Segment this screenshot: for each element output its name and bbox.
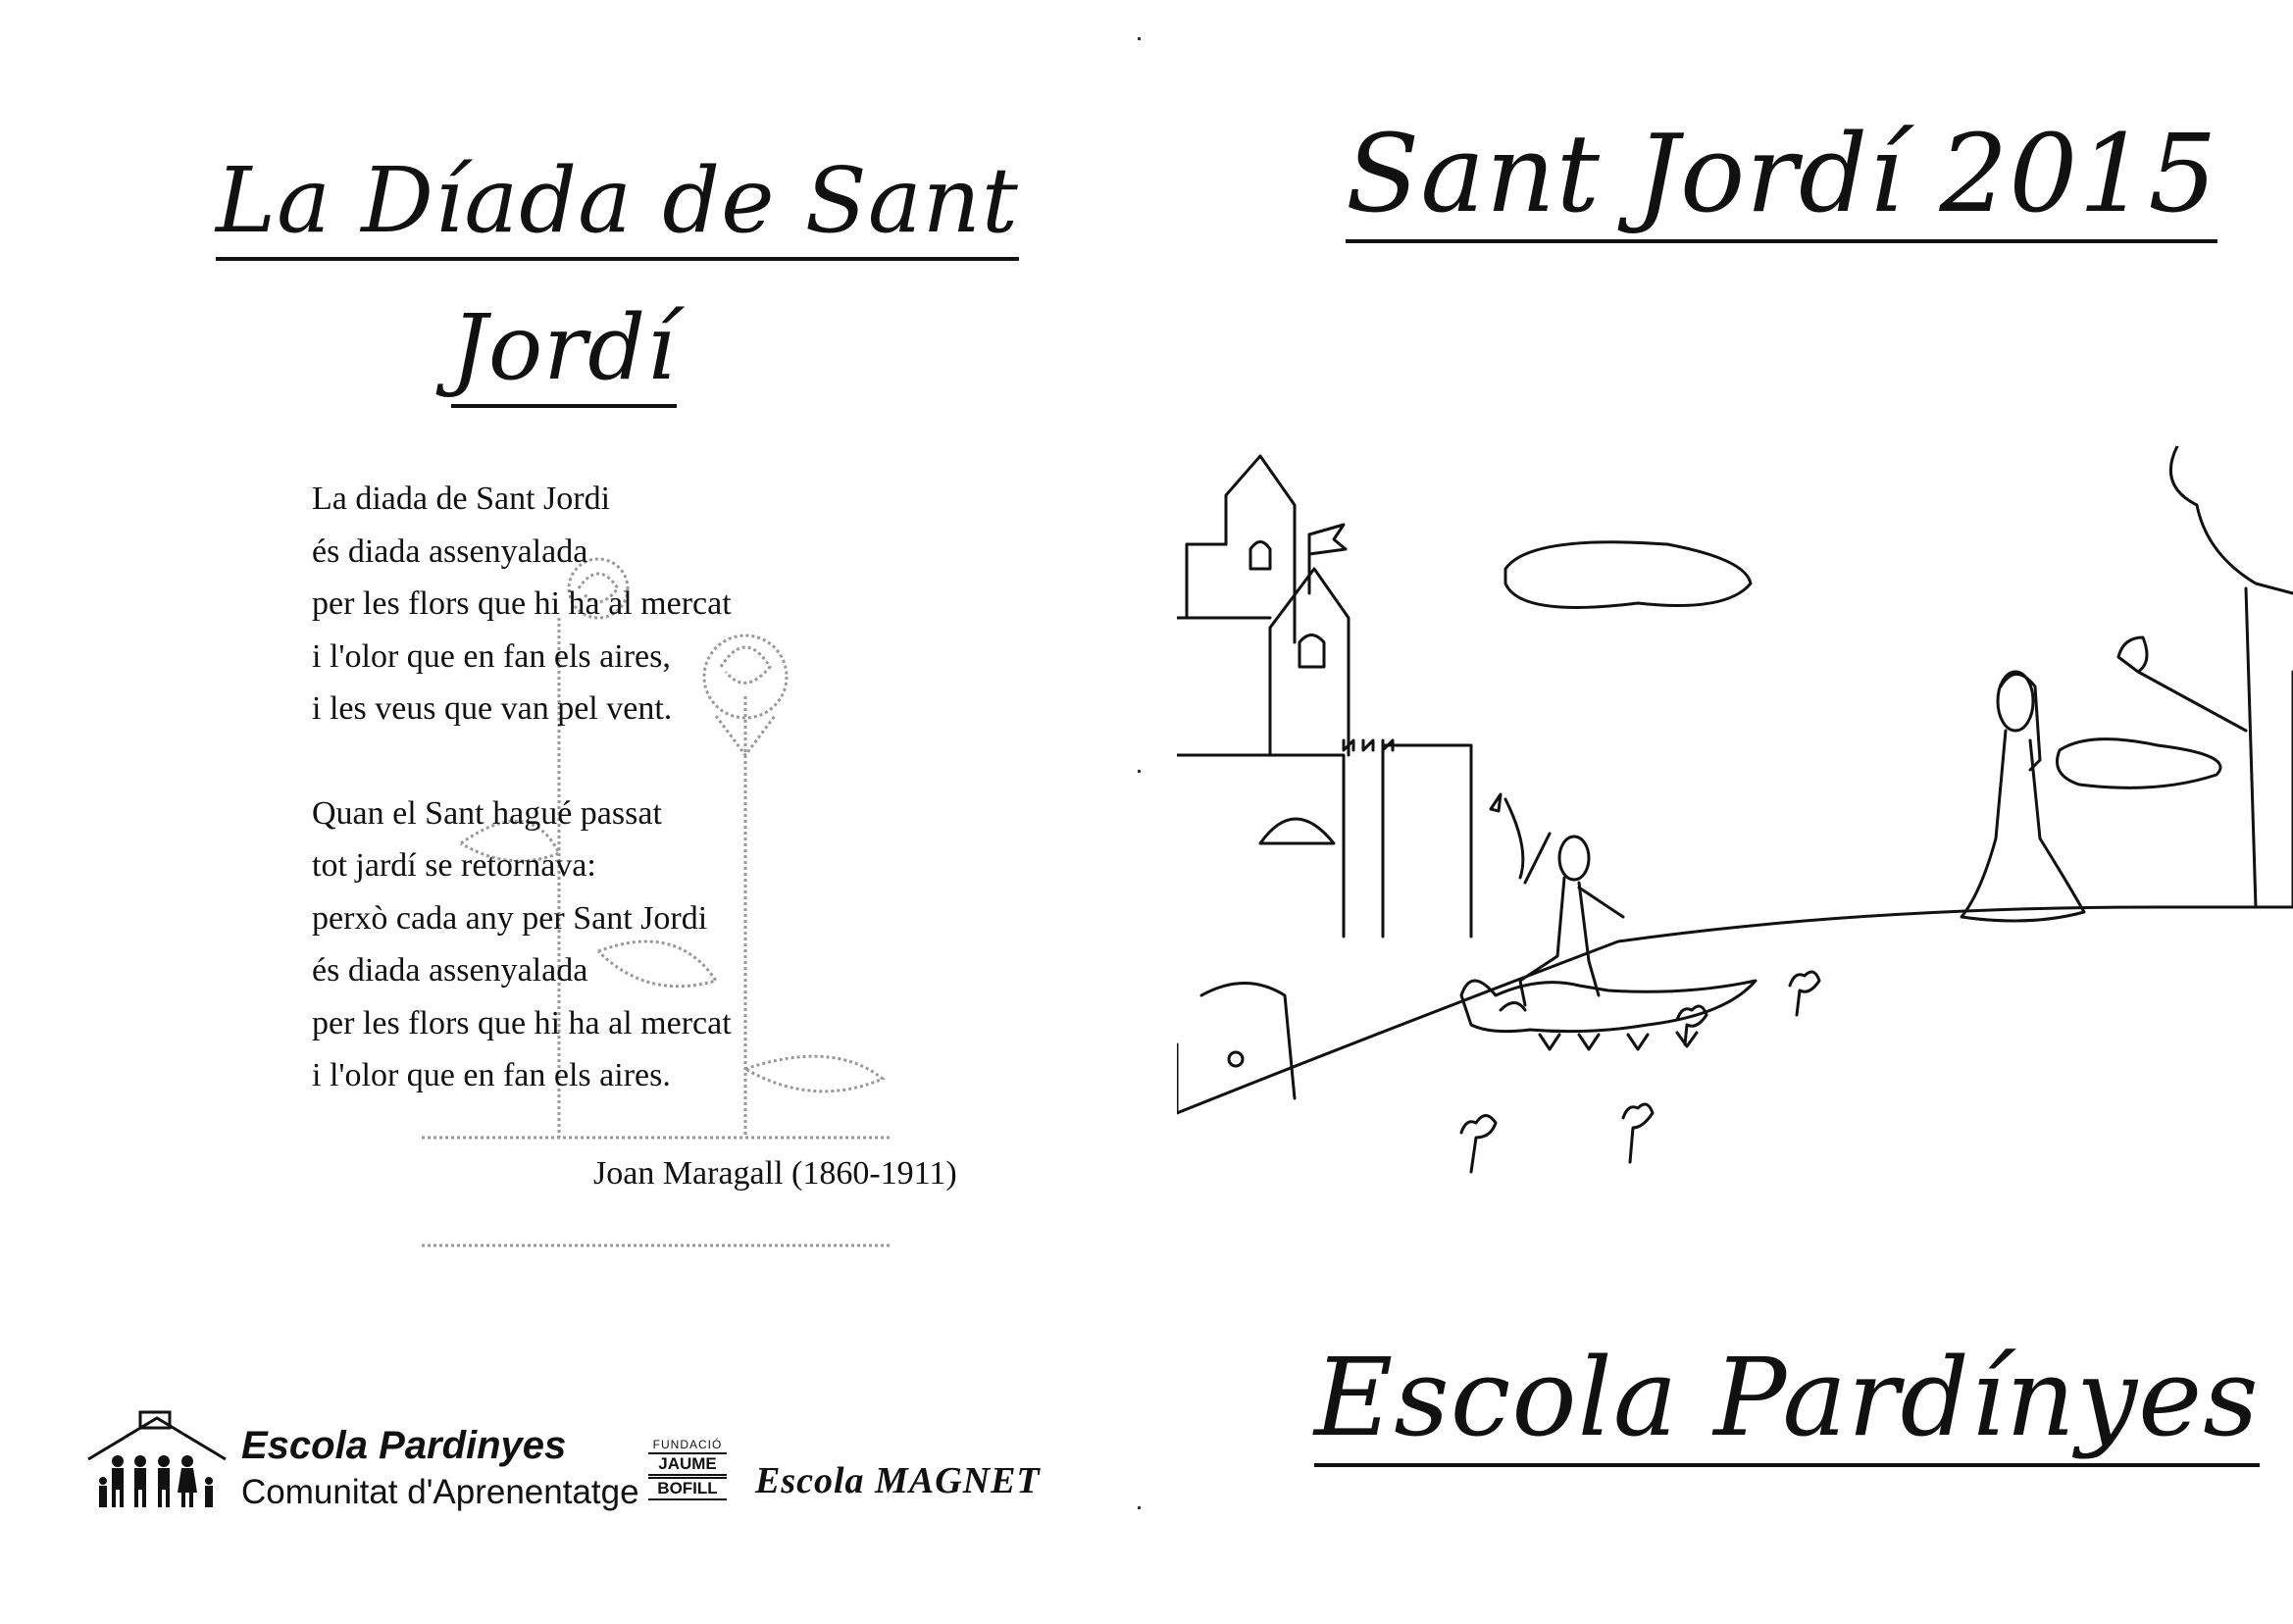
foundation-label: FUNDACIÓ — [652, 1438, 723, 1451]
poem-title-line-2 — [451, 294, 677, 408]
poem-line: Quan el Sant hagué passat — [312, 794, 662, 832]
poem-line: i les veus que van pel vent. — [312, 690, 673, 727]
poem-line: i l'olor que en fan els aires. — [312, 1057, 671, 1093]
poem-text — [312, 473, 732, 1102]
foundation-name-1: JAUME — [648, 1452, 727, 1476]
fold-mark — [1138, 770, 1141, 773]
school-logo-subtitle: Comunitat d'Aprenentatge — [241, 1473, 639, 1511]
poem-line: tot jardí se retornava: — [312, 847, 596, 884]
poem-line: i l'olor que en fan els aires, — [312, 637, 671, 675]
fold-mark — [1138, 1506, 1141, 1509]
fold-mark — [1138, 37, 1141, 40]
school-logo-name: Escola Pardinyes — [241, 1424, 567, 1467]
foundation-name-2: BOFILL — [648, 1477, 727, 1500]
right-page — [1138, 0, 2293, 1624]
poem-line: perxò cada any per Sant Jordi — [312, 899, 708, 937]
school-house-logo-icon — [83, 1410, 230, 1510]
poem-line: és diada assenyalada — [312, 533, 588, 570]
castle-knight-dragon-drawing — [1177, 446, 2293, 1211]
poem-line: La diada de Sant Jordi — [312, 481, 611, 517]
magnet-label: Escola MAGNET — [755, 1460, 1041, 1501]
cover-school-text: Escola Pardínyes — [1314, 1334, 2260, 1467]
poem-title-text-2: Jordí — [451, 294, 677, 408]
cover-title — [1346, 110, 2217, 243]
foundation-logo — [642, 1438, 733, 1532]
poem-title-line-1 — [216, 147, 1019, 261]
poem-title-text-1: La Díada de Sant — [216, 147, 1019, 261]
left-page — [0, 0, 1138, 1624]
poem-line: per les flors que hi ha al mercat — [312, 1004, 732, 1041]
cover-title-text: Sant Jordí 2015 — [1346, 110, 2217, 243]
cover-school-name — [1314, 1334, 2260, 1467]
poem-line: és diada assenyalada — [312, 952, 588, 989]
poem-line: per les flors que hi ha al mercat — [312, 585, 732, 622]
poem-author: Joan Maragall (1860-1911) — [593, 1155, 957, 1192]
